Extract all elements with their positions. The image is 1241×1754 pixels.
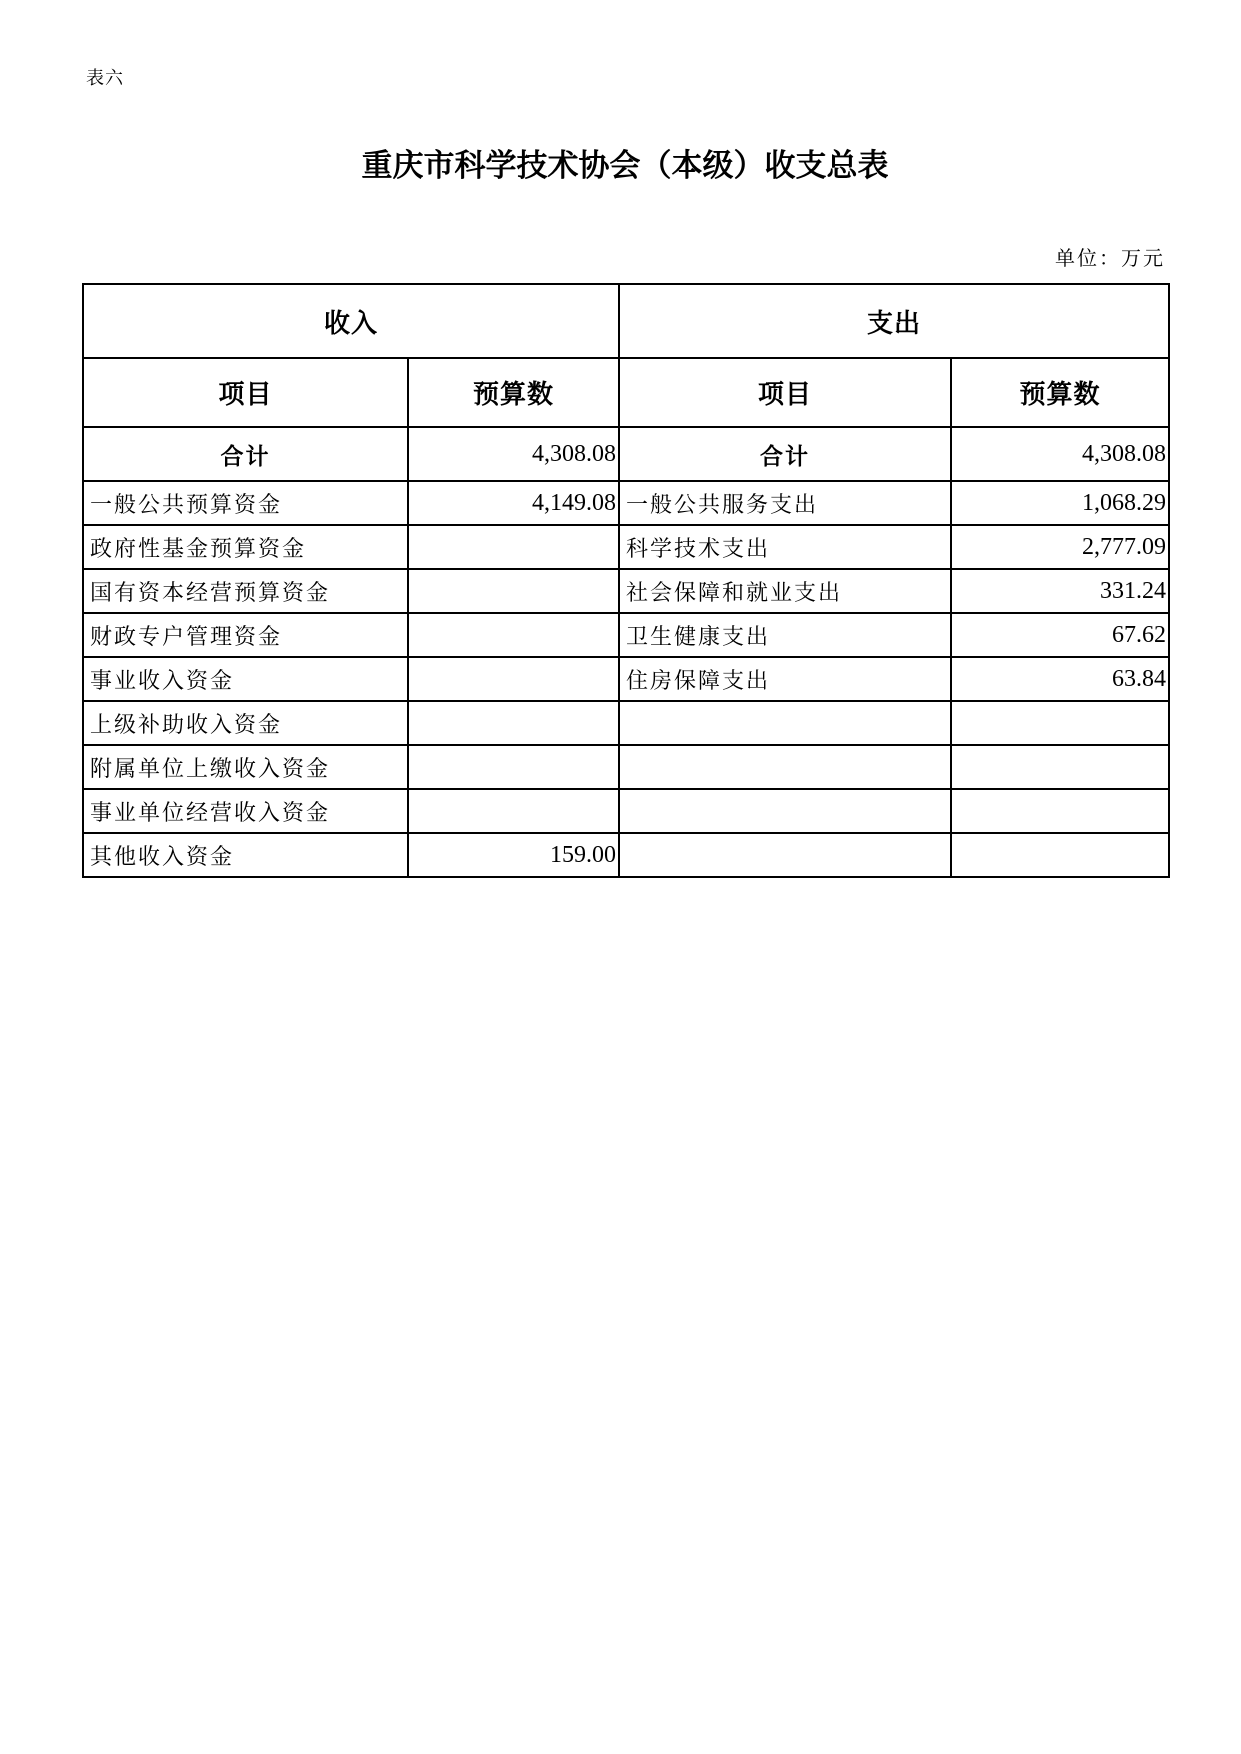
income-item-cell: 国有资本经营预算资金 bbox=[83, 569, 408, 613]
total-row bbox=[83, 427, 1169, 481]
income-item-cell: 事业收入资金 bbox=[83, 657, 408, 701]
table-row bbox=[83, 525, 1169, 569]
table-row bbox=[83, 833, 1169, 877]
expense-value-cell: 63.84 bbox=[951, 657, 1169, 701]
income-item-cell: 一般公共预算资金 bbox=[83, 481, 408, 525]
expense-item-column-header: 项目 bbox=[619, 358, 951, 427]
income-value-cell: 4,149.08 bbox=[408, 481, 619, 525]
income-item-cell: 附属单位上缴收入资金 bbox=[83, 745, 408, 789]
budget-table bbox=[82, 283, 1170, 878]
income-value-cell bbox=[408, 789, 619, 833]
table-row bbox=[83, 613, 1169, 657]
expense-item-cell: 一般公共服务支出 bbox=[619, 481, 951, 525]
income-item-cell: 政府性基金预算资金 bbox=[83, 525, 408, 569]
expense-item-cell: 科学技术支出 bbox=[619, 525, 951, 569]
column-header-row bbox=[83, 358, 1169, 427]
income-item-cell: 事业单位经营收入资金 bbox=[83, 789, 408, 833]
table-row bbox=[83, 569, 1169, 613]
expense-header: 支出 bbox=[619, 284, 1169, 358]
expense-budget-column-header: 预算数 bbox=[951, 358, 1169, 427]
page-label: 表六 bbox=[86, 68, 124, 89]
expense-item-cell bbox=[619, 833, 951, 877]
expense-value-cell: 2,777.09 bbox=[951, 525, 1169, 569]
income-item-cell: 上级补助收入资金 bbox=[83, 701, 408, 745]
income-item-column-header: 项目 bbox=[83, 358, 408, 427]
group-header-row bbox=[83, 284, 1169, 358]
unit-label: 单位：万元 bbox=[1055, 246, 1165, 270]
income-total-value: 4,308.08 bbox=[408, 427, 619, 481]
expense-value-cell bbox=[951, 789, 1169, 833]
table-row bbox=[83, 481, 1169, 525]
expense-value-cell bbox=[951, 701, 1169, 745]
expense-value-cell: 67.62 bbox=[951, 613, 1169, 657]
table-row bbox=[83, 657, 1169, 701]
expense-value-cell: 331.24 bbox=[951, 569, 1169, 613]
income-value-cell bbox=[408, 701, 619, 745]
expense-item-cell bbox=[619, 701, 951, 745]
expense-value-cell bbox=[951, 833, 1169, 877]
expense-total-label: 合计 bbox=[619, 427, 951, 481]
page-title: 重庆市科学技术协会（本级）收支总表 bbox=[361, 148, 889, 184]
income-value-cell bbox=[408, 569, 619, 613]
income-value-cell: 159.00 bbox=[408, 833, 619, 877]
income-item-cell: 其他收入资金 bbox=[83, 833, 408, 877]
expense-value-cell bbox=[951, 745, 1169, 789]
income-header: 收入 bbox=[83, 284, 619, 358]
expense-item-cell: 住房保障支出 bbox=[619, 657, 951, 701]
expense-value-cell: 1,068.29 bbox=[951, 481, 1169, 525]
expense-item-cell bbox=[619, 789, 951, 833]
table-row bbox=[83, 745, 1169, 789]
expense-total-value: 4,308.08 bbox=[951, 427, 1169, 481]
income-item-cell: 财政专户管理资金 bbox=[83, 613, 408, 657]
income-budget-column-header: 预算数 bbox=[408, 358, 619, 427]
income-total-label: 合计 bbox=[83, 427, 408, 481]
income-value-cell bbox=[408, 745, 619, 789]
table-row bbox=[83, 701, 1169, 745]
expense-item-cell: 卫生健康支出 bbox=[619, 613, 951, 657]
income-value-cell bbox=[408, 613, 619, 657]
income-value-cell bbox=[408, 525, 619, 569]
table-row bbox=[83, 789, 1169, 833]
expense-item-cell bbox=[619, 745, 951, 789]
income-value-cell bbox=[408, 657, 619, 701]
expense-item-cell: 社会保障和就业支出 bbox=[619, 569, 951, 613]
